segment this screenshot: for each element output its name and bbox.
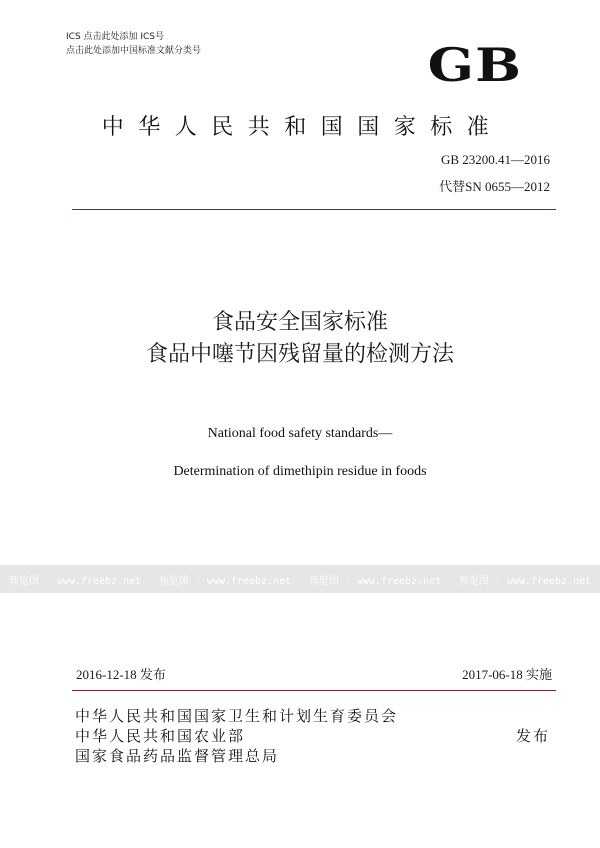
ics-block [66, 30, 201, 58]
watermark-text: 预览图 - www.freebz.net [8, 575, 142, 587]
replaces-standard: 代替SN 0655—2012 [439, 179, 550, 194]
issuer-line1: 中华人民共和国国家卫生和计划生育委员会 [75, 707, 399, 725]
issue-date: 2016-12-18 发布 [76, 667, 166, 682]
english-title-line2: Determination of dimethipin residue in foods [173, 464, 427, 479]
bottom-divider [72, 690, 556, 691]
watermark-text: 预览图 - www.freebz.net [158, 575, 292, 587]
watermark-text: 预览图 - www.freebz.net [308, 575, 442, 587]
standard-title: 中华人民共和国国家标准 [101, 115, 504, 140]
issuer-line3: 国家食品药品监督管理总局 [75, 747, 280, 765]
gb-logo: GB [427, 38, 522, 92]
classification-line: 点击此处添加中国标准文献分类号 [66, 46, 202, 56]
implementation-date: 2017-06-18 实施 [462, 667, 552, 682]
standard-number: GB 23200.41—2016 [440, 152, 550, 167]
publish-label: 发布 [515, 727, 550, 745]
issuer-line2: 中华人民共和国农业部 [75, 727, 246, 745]
watermark-text: 预览图 - www.freebz.net [458, 575, 592, 587]
english-title-line1: National food safety standards— [207, 426, 393, 441]
ics-line: ICS 点击此处添加 ICS号 [66, 32, 165, 42]
chinese-title-line2: 食品中噻节因残留量的检测方法 [145, 342, 454, 367]
top-divider [72, 209, 556, 210]
chinese-title-line1: 食品安全国家标准 [211, 310, 388, 335]
watermark-band [0, 565, 600, 593]
